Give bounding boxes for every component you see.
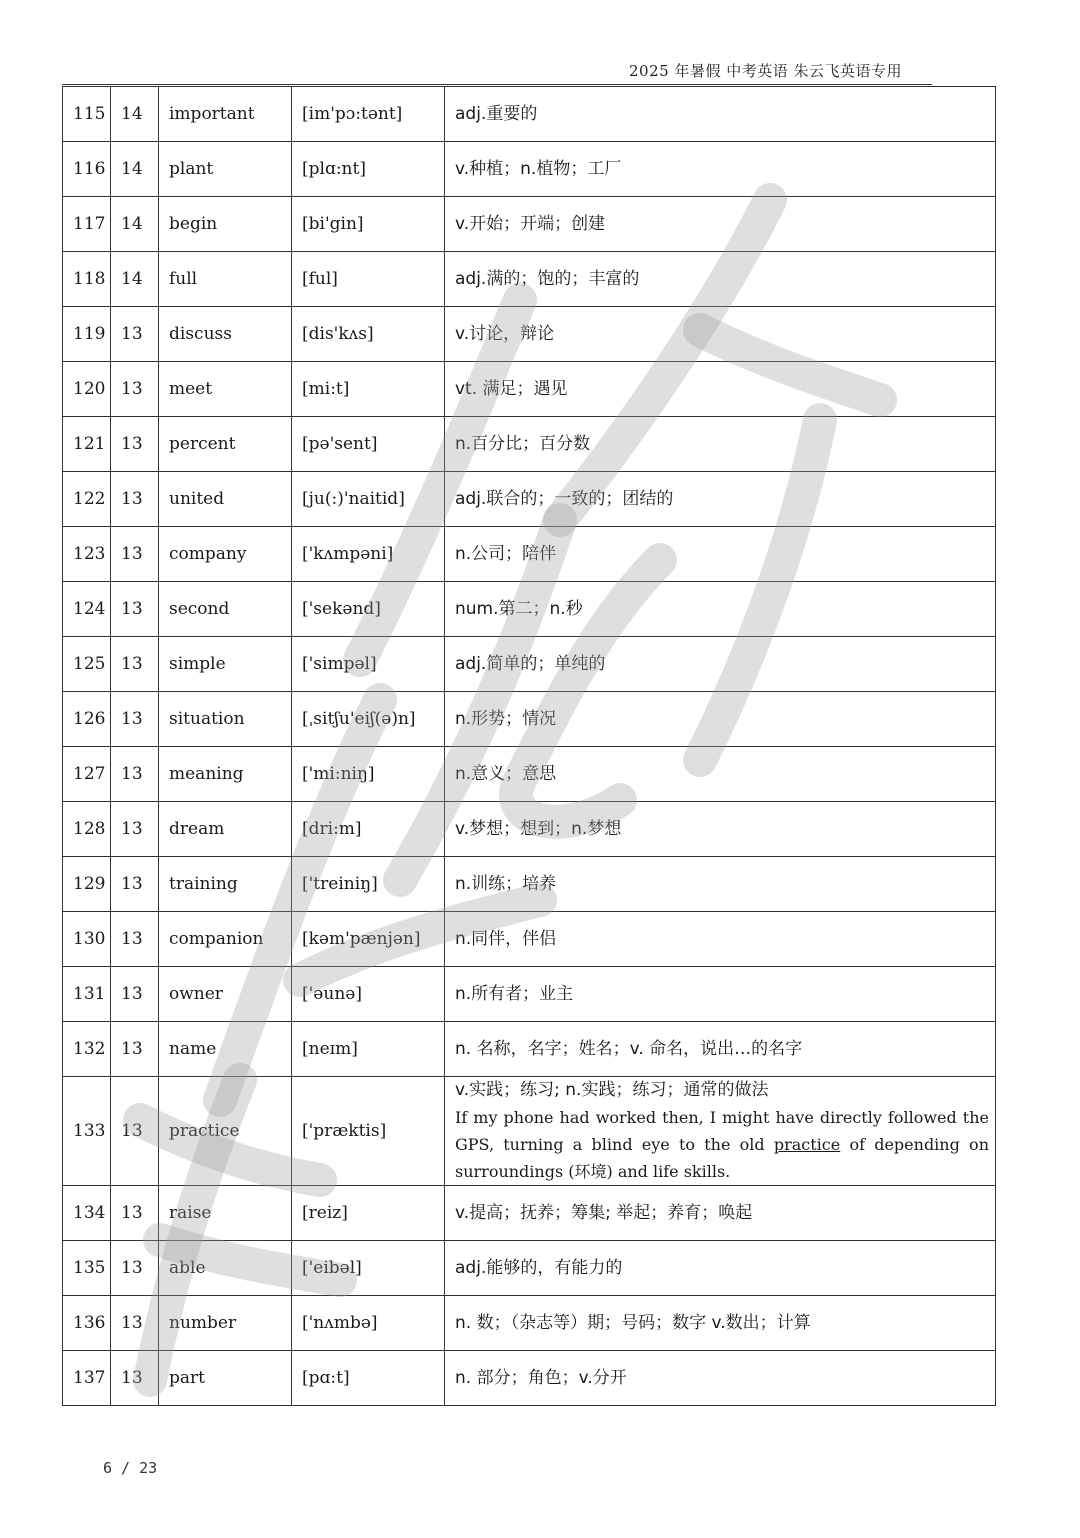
table-row [63,472,996,527]
row-word: companion [159,912,292,967]
row-phonetic: [neɪm] [292,1022,445,1077]
row-word: raise [159,1186,292,1241]
table-row [63,87,996,142]
row-frequency: 13 [111,967,159,1022]
row-index: 119 [63,307,111,362]
row-index: 125 [63,637,111,692]
row-frequency: 13 [111,362,159,417]
header-rule [62,84,932,85]
row-word: important [159,87,292,142]
page-number: 6 / 23 [103,1459,158,1477]
row-phonetic: [pɑ:t] [292,1351,445,1406]
row-word: name [159,1022,292,1077]
table-row [63,692,996,747]
row-index: 132 [63,1022,111,1077]
row-index: 136 [63,1296,111,1351]
row-index: 135 [63,1241,111,1296]
row-frequency: 13 [111,747,159,802]
row-word: meaning [159,747,292,802]
row-word: discuss [159,307,292,362]
row-word: company [159,527,292,582]
row-meaning: v.讨论，辩论 [445,307,996,362]
row-index: 130 [63,912,111,967]
table-row [63,197,996,252]
row-frequency: 13 [111,307,159,362]
table-row [63,1077,996,1186]
row-frequency: 13 [111,637,159,692]
row-word: simple [159,637,292,692]
row-index: 115 [63,87,111,142]
row-index: 122 [63,472,111,527]
row-frequency: 13 [111,472,159,527]
row-phonetic: [ful] [292,252,445,307]
row-frequency: 14 [111,142,159,197]
table-row [63,802,996,857]
row-meaning: v.实践；练习; n.实践；练习；通常的做法 [455,1080,769,1100]
row-meaning: n.百分比；百分数 [445,417,996,472]
row-index: 133 [63,1077,111,1186]
row-phonetic: ['kʌmpəni] [292,527,445,582]
row-phonetic: ['sekənd] [292,582,445,637]
row-meaning: adj.简单的；单纯的 [445,637,996,692]
row-meaning: adj.能够的，有能力的 [445,1241,996,1296]
row-meaning: n. 部分；角色；v.分开 [445,1351,996,1406]
row-frequency: 13 [111,1022,159,1077]
row-frequency: 13 [111,1296,159,1351]
row-meaning: n.所有者；业主 [445,967,996,1022]
row-phonetic: ['mi:niŋ] [292,747,445,802]
table-row [63,1351,996,1406]
row-phonetic: [im'pɔ:tənt] [292,87,445,142]
row-phonetic: ['treiniŋ] [292,857,445,912]
row-phonetic: [bi'gin] [292,197,445,252]
row-frequency: 14 [111,87,159,142]
row-meaning: n.训练；培养 [445,857,996,912]
row-meaning: n. 名称，名字；姓名；v. 命名，说出…的名字 [445,1022,996,1077]
row-phonetic: [mi:t] [292,362,445,417]
table-row [63,252,996,307]
row-frequency: 13 [111,857,159,912]
row-word: begin [159,197,292,252]
row-meaning: adj.重要的 [445,87,996,142]
table-row [63,747,996,802]
row-meaning: num.第二；n.秒 [445,582,996,637]
row-index: 134 [63,1186,111,1241]
row-phonetic: [kəm'pænjən] [292,912,445,967]
row-frequency: 13 [111,912,159,967]
row-word: practice [159,1077,292,1186]
row-frequency: 14 [111,197,159,252]
row-phonetic: [pə'sent] [292,417,445,472]
table-row [63,417,996,472]
row-word: number [159,1296,292,1351]
row-word: full [159,252,292,307]
row-word: part [159,1351,292,1406]
row-frequency: 14 [111,252,159,307]
row-meaning: n.公司；陪伴 [445,527,996,582]
row-word: training [159,857,292,912]
table-row [63,967,996,1022]
row-meaning: vt. 满足；遇见 [445,362,996,417]
row-word: meet [159,362,292,417]
row-meaning: v.提高；抚养；筹集; 举起；养育；唤起 [445,1186,996,1241]
row-phonetic: [dis'kʌs] [292,307,445,362]
row-word: percent [159,417,292,472]
row-index: 126 [63,692,111,747]
row-phonetic: ['simpəl] [292,637,445,692]
row-word: able [159,1241,292,1296]
row-meaning: adj.满的；饱的；丰富的 [445,252,996,307]
example-text-before: If my phone had worked then, I might have directly followed the GPS, turning a blind eye to the old [455,1108,989,1154]
row-word: situation [159,692,292,747]
row-index: 121 [63,417,111,472]
table-row [63,1296,996,1351]
row-frequency: 13 [111,582,159,637]
row-phonetic: [ˌsitʃu'eiʃ(ə)n] [292,692,445,747]
row-index: 137 [63,1351,111,1406]
table-row [63,637,996,692]
row-index: 128 [63,802,111,857]
row-word: second [159,582,292,637]
row-index: 120 [63,362,111,417]
row-index: 129 [63,857,111,912]
table-row [63,857,996,912]
row-index: 116 [63,142,111,197]
table-row [63,142,996,197]
table-row [63,912,996,967]
row-frequency: 13 [111,527,159,582]
row-phonetic: ['nʌmbə] [292,1296,445,1351]
row-frequency: 13 [111,1241,159,1296]
table-row [63,362,996,417]
row-word: dream [159,802,292,857]
row-phonetic: ['præktis] [292,1077,445,1186]
row-phonetic: [ju(:)'naitid] [292,472,445,527]
table-row [63,1186,996,1241]
row-frequency: 13 [111,1077,159,1186]
example-text-after: of depending on surroundings (环境) and life skills. [455,1135,989,1181]
row-frequency: 13 [111,1351,159,1406]
row-index: 124 [63,582,111,637]
row-frequency: 13 [111,417,159,472]
row-index: 131 [63,967,111,1022]
example-keyword: practice [773,1135,841,1154]
page-header: 2025 年暑假 中考英语 朱云飞英语专用 [629,62,902,80]
row-meaning-cell [445,1077,996,1186]
row-frequency: 13 [111,1186,159,1241]
row-meaning: n.同伴，伴侣 [445,912,996,967]
table-row [63,307,996,362]
row-meaning: v.梦想；想到；n.梦想 [445,802,996,857]
row-index: 127 [63,747,111,802]
vocabulary-table [62,86,996,1406]
row-meaning: v.种植；n.植物；工厂 [445,142,996,197]
row-index: 118 [63,252,111,307]
row-phonetic: [reiz] [292,1186,445,1241]
row-phonetic: [plɑ:nt] [292,142,445,197]
table-row [63,1022,996,1077]
row-word: united [159,472,292,527]
row-meaning: n.形势；情况 [445,692,996,747]
row-meaning: adj.联合的；一致的；团结的 [445,472,996,527]
row-phonetic: ['eibəl] [292,1241,445,1296]
row-index: 123 [63,527,111,582]
table-row [63,582,996,637]
table-row [63,1241,996,1296]
row-phonetic: [dri:m] [292,802,445,857]
row-phonetic: ['əunə] [292,967,445,1022]
row-frequency: 13 [111,802,159,857]
row-word: owner [159,967,292,1022]
row-meaning: n. 数；（杂志等）期；号码；数字 v.数出；计算 [445,1296,996,1351]
example-sentence [455,1104,995,1185]
row-meaning: v.开始；开端；创建 [445,197,996,252]
row-index: 117 [63,197,111,252]
row-meaning: n.意义；意思 [445,747,996,802]
row-frequency: 13 [111,692,159,747]
table-row [63,527,996,582]
row-word: plant [159,142,292,197]
